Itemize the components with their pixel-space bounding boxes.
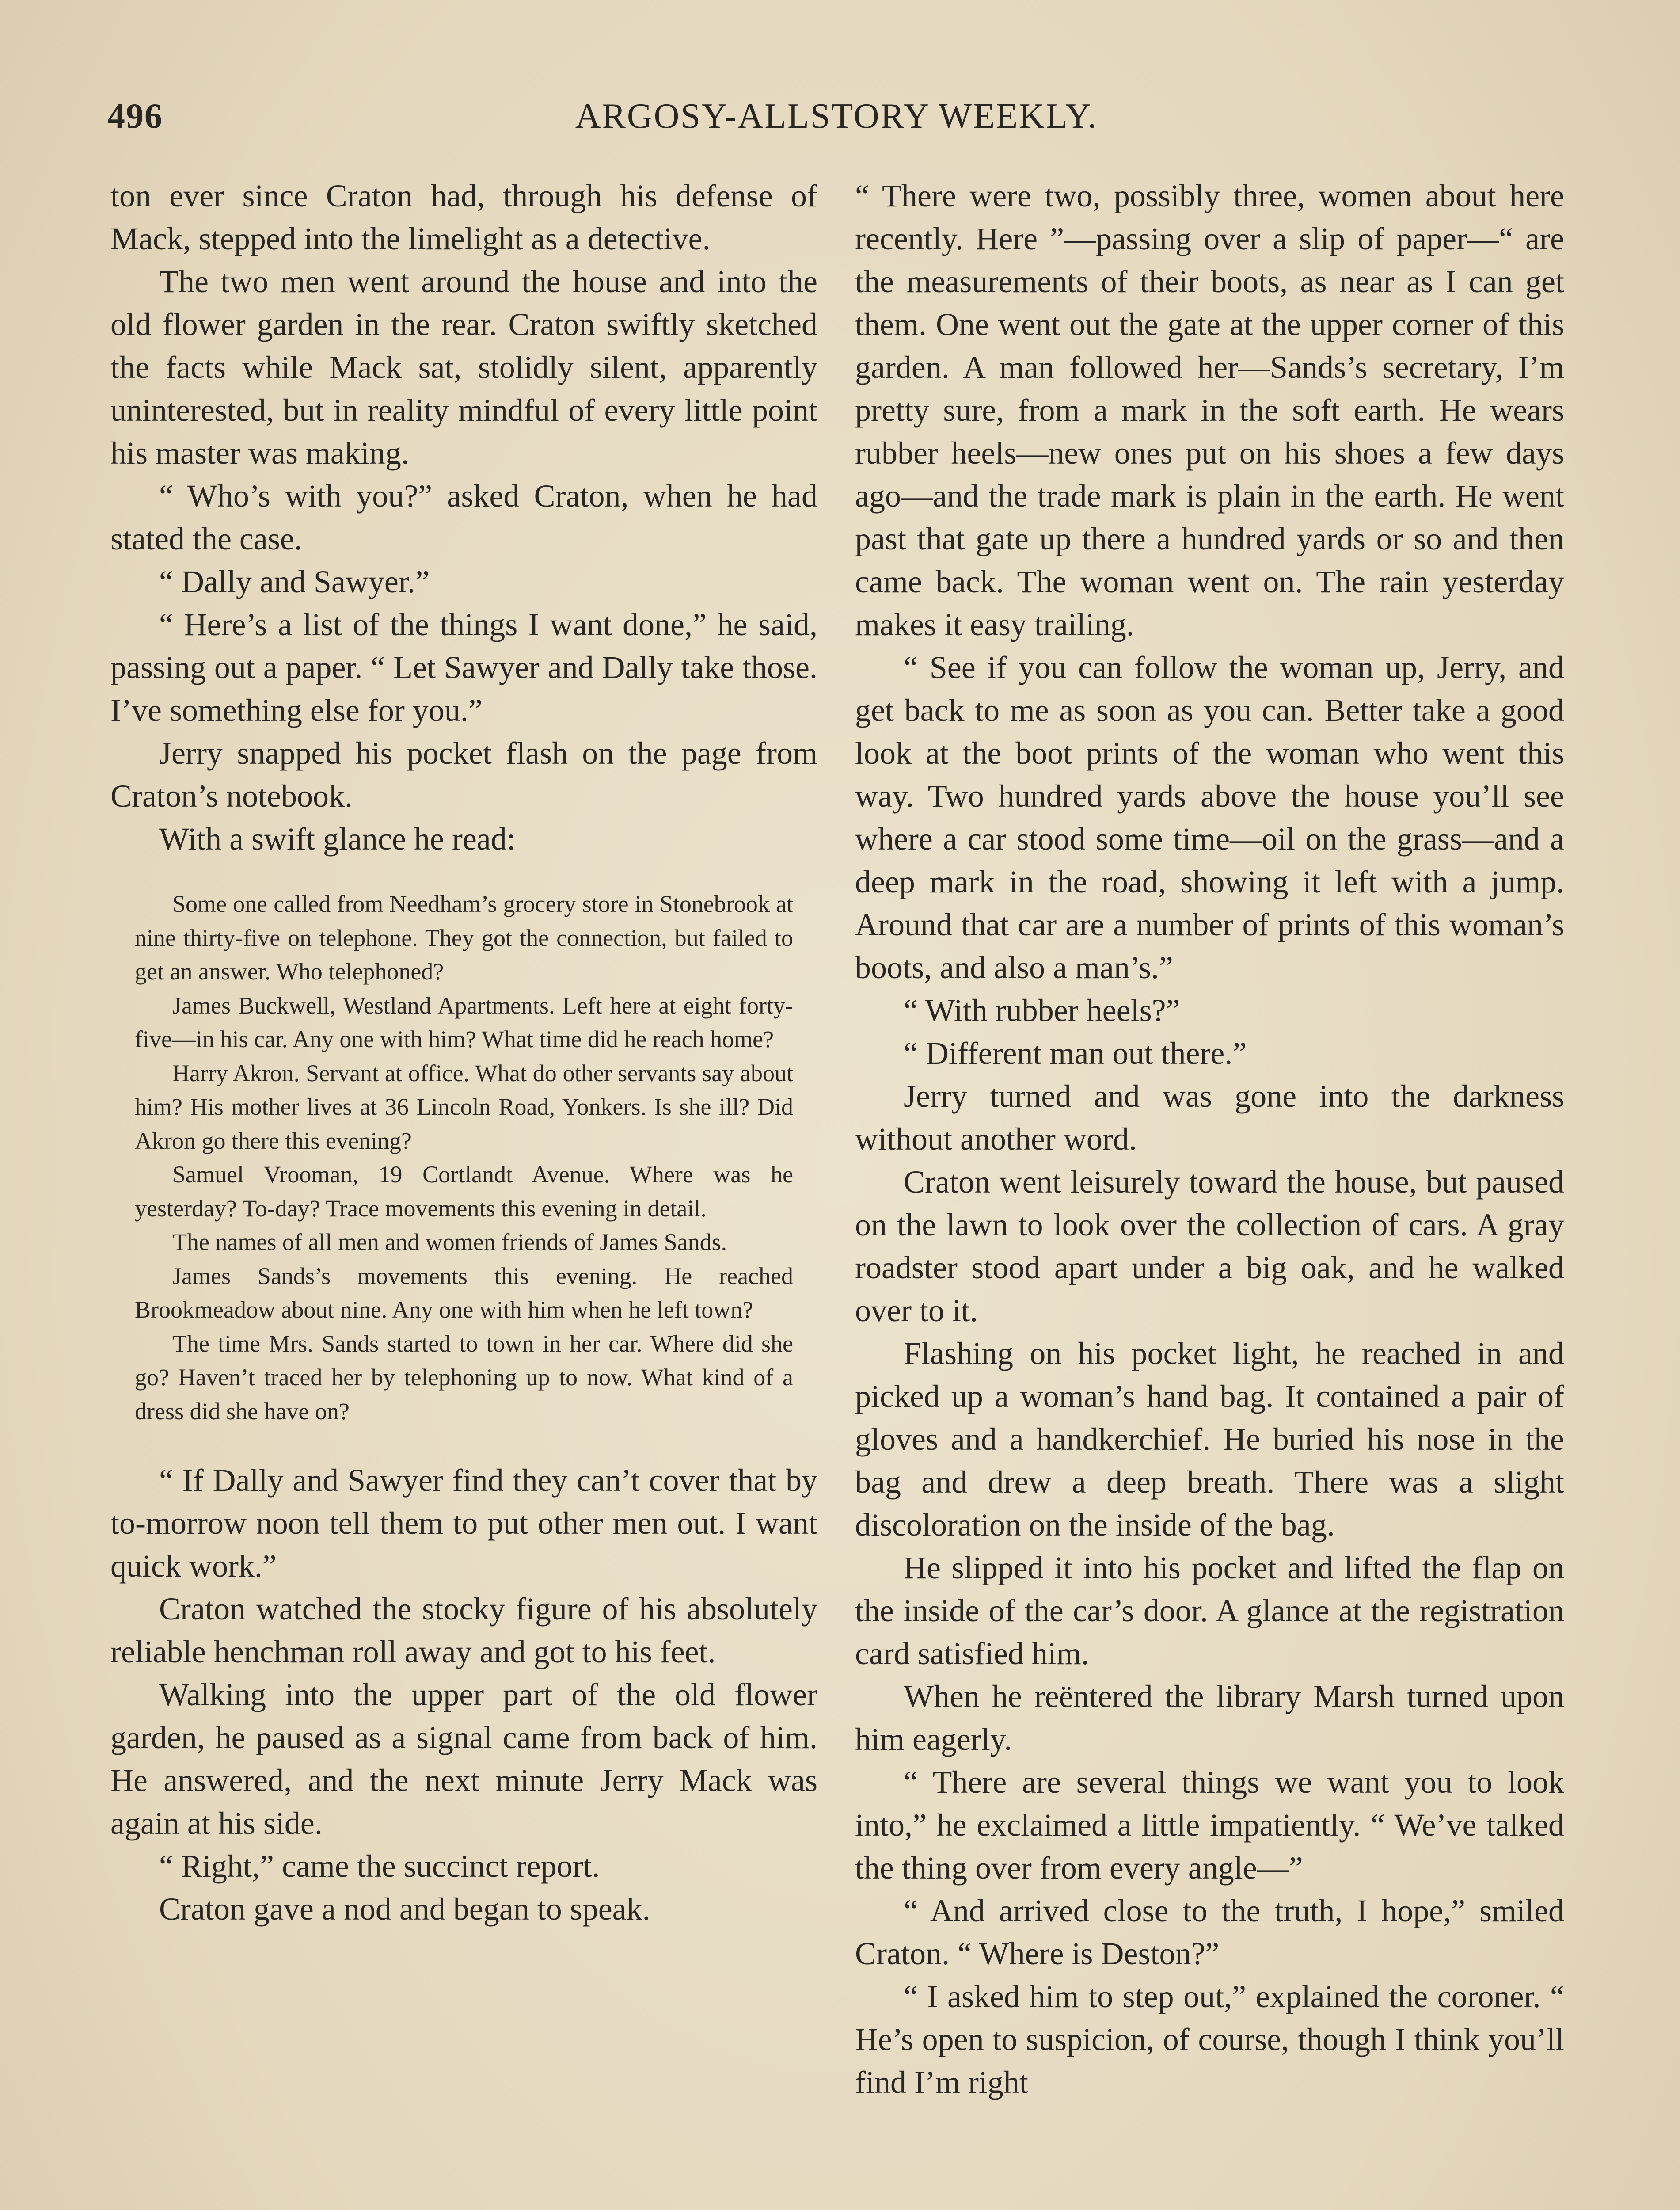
- paragraph: Craton gave a nod and began to speak.: [159, 1891, 650, 1927]
- paragraph: Flashing on his pocket light, he reached in and picked up a woman’s hand bag. It contained a pair of gloves and a handkerchief. He buried his nose in the bag and drew a deep breath. There was a slight discoloration on the inside of the bag.: [855, 1336, 1564, 1543]
- paragraph: Jerry snapped his pocket flash on the page from Craton’s notebook.: [110, 735, 817, 814]
- paragraph: “ Different man out there.”: [904, 1036, 1247, 1071]
- paragraph: With a swift glance he read:: [159, 821, 516, 857]
- excerpt-item: Samuel Vrooman, 19 Cortlandt Avenue. Where was he yesterday? To-day? Trace movements this evening in detail.: [135, 1161, 793, 1222]
- excerpt-item: The names of all men and women friends of James Sands.: [172, 1229, 727, 1255]
- paragraph: “ If Dally and Sawyer find they can’t cover that by to-morrow noon tell them to put other men out. I want quick work.”: [110, 1463, 817, 1584]
- paragraph: Jerry turned and was gone into the darkness without another word.: [855, 1078, 1564, 1157]
- paragraph: “ And arrived close to the truth, I hope,” smiled Craton. “ Where is Deston?”: [855, 1893, 1564, 1971]
- paragraph: “ With rubber heels?”: [904, 993, 1180, 1028]
- excerpt-item: Some one called from Needham’s grocery store in Stonebrook at nine thirty-five on telephone. They got the connection, but failed to get an answer. Who telephoned?: [135, 891, 793, 985]
- paragraph: The two men went around the house and into the old flower garden in the rear. Craton swiftly sketched the facts while Mack sat, stolidly silent, apparently uninterested, but in reality mindful of every little point his master was making.: [110, 264, 817, 471]
- paragraph: “ See if you can follow the woman up, Jerry, and get back to me as soon as you can. Better take a good look at the boot prints of the woman who went this way. Two hundred yards above the house you’ll see where a car stood some time—oil on the grass—and a deep mark in the road, showing it left with a jump. Around that car are a number of prints of this woman’s boots, and also a man’s.”: [855, 650, 1564, 985]
- paragraph: “ There are several things we want you to look into,” he exclaimed a little impatiently. “ We’ve talked the thing over from every angle—”: [855, 1764, 1564, 1886]
- paragraph: “ Here’s a list of the things I want done,” he said, passing out a paper. “ Let Sawyer and Dally take those. I’ve something else for you.”: [110, 607, 817, 728]
- excerpt-item: Harry Akron. Servant at office. What do other servants say about him? His mother lives at 36 Lincoln Road, Yonkers. Is she ill? Did Akron go there this evening?: [135, 1059, 793, 1154]
- excerpt-item: James Sands’s movements this evening. He reached Brookmeadow about nine. Any one with him when he left town?: [135, 1262, 793, 1323]
- paragraph: Craton went leisurely toward the house, but paused on the lawn to look over the collection of cars. A gray roadster stood apart under a big oak, and he walked over to it.: [855, 1164, 1564, 1328]
- running-head: ARGOSY-ALLSTORY WEEKLY.: [575, 97, 1098, 136]
- paragraph: Walking into the upper part of the old flower garden, he paused as a signal came from back of him. He answered, and the next minute Jerry Mack was again at his side.: [110, 1677, 817, 1841]
- paragraph: When he reëntered the library Marsh turned upon him eagerly.: [855, 1679, 1564, 1757]
- paragraph: “ Right,” came the succinct report.: [159, 1848, 600, 1884]
- left-column: [110, 175, 817, 2210]
- page-number: 496: [107, 97, 163, 136]
- paragraph: “ I asked him to step out,” explained the coroner. “ He’s open to suspicion, of course, though I think you’ll find I’m right: [855, 1979, 1564, 2100]
- paragraph: “ There were two, possibly three, women about here recently. Here ”—passing over a slip of paper—“ are the measurements of their boots, as near as I can get them. One went out the gate at the upper corner of this garden. A man followed her—Sands’s secretary, I’m pretty sure, from a mark in the soft earth. He wears rubber heels—new ones put on his shoes a few days ago—and the trade mark is plain in the earth. He went past that gate up there a hundred yards or so and then came back. The woman went on. The rain yesterday makes it easy trailing.: [855, 178, 1564, 642]
- paragraph: ton ever since Craton had, through his defense of Mack, stepped into the limelight as a detective.: [110, 178, 817, 256]
- right-column: [855, 175, 1564, 2210]
- paragraph: Craton watched the stocky figure of his absolutely reliable henchman roll away and got to his feet.: [110, 1591, 817, 1669]
- paragraph: He slipped it into his pocket and lifted the flap on the inside of the car’s door. A glance at the registration card satisfied him.: [855, 1550, 1564, 1671]
- paragraph: “ Who’s with you?” asked Craton, when he had stated the case.: [110, 478, 817, 556]
- page-header: [107, 96, 1566, 145]
- excerpt-item: James Buckwell, Westland Apartments. Left here at eight forty-five—in his car. Any one with him? What time did he reach home?: [135, 992, 793, 1052]
- excerpt-item: The time Mrs. Sands started to town in her car. Where did she go? Haven’t traced her by telephoning up to now. What kind of a dress did she have on?: [135, 1330, 793, 1425]
- notebook-excerpt: [135, 887, 793, 1428]
- paragraph: “ Dally and Sawyer.”: [159, 564, 430, 599]
